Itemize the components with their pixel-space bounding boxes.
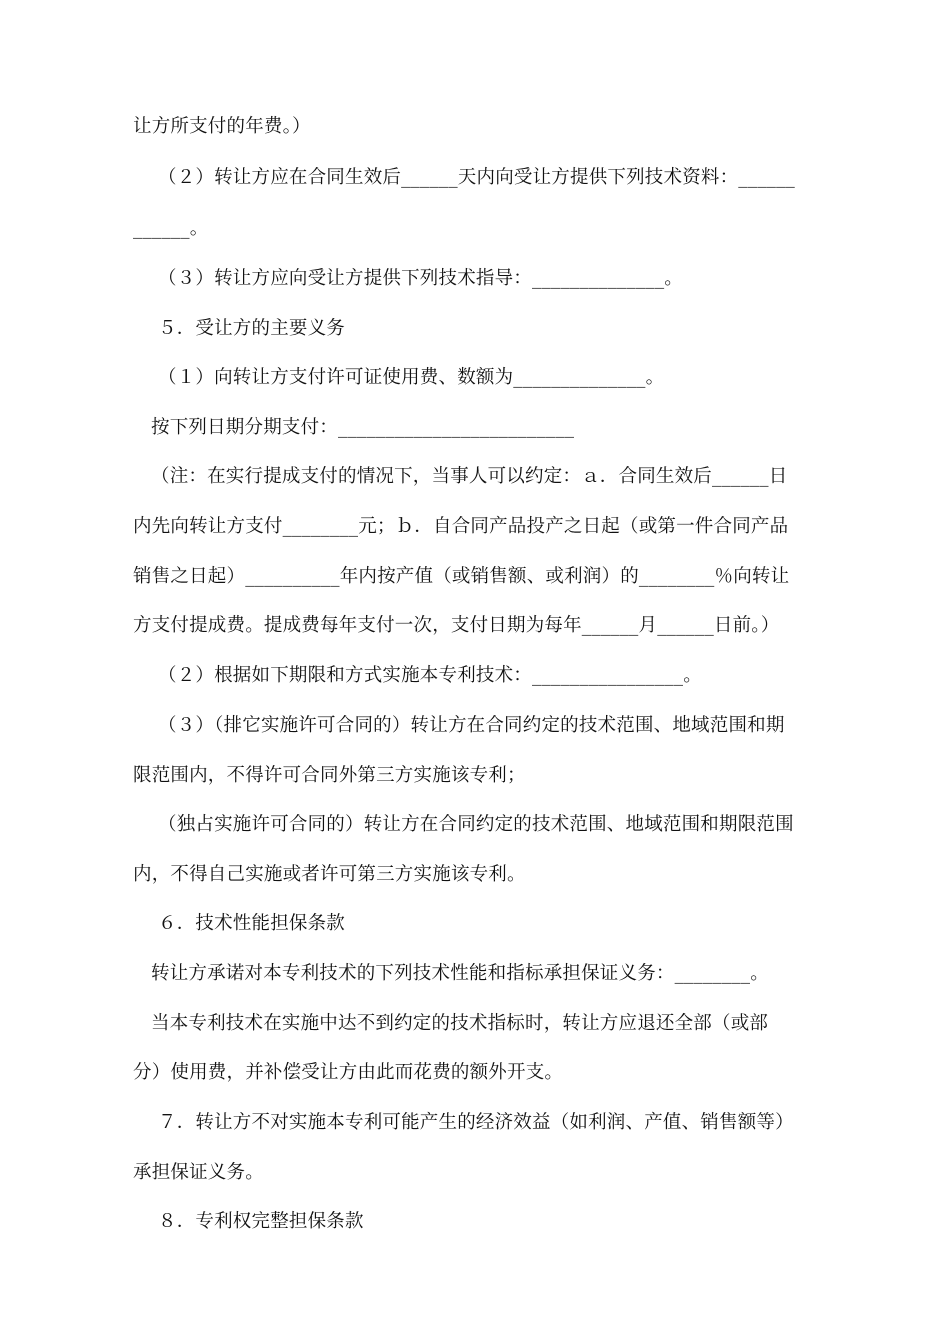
text-line: 分）使用费，并补偿受让方由此而花费的额外开支。 — [133, 1062, 564, 1083]
text-line: ６．技术性能担保条款 — [158, 913, 346, 934]
text-line: ５．受让方的主要义务 — [158, 318, 346, 339]
text-line: （注：在实行提成支付的情况下，当事人可以约定：ａ．合同生效后______日 — [151, 466, 788, 487]
text-line: （３）（排它实施许可合同的）转让方在合同约定的技术范围、地域范围和期 — [158, 715, 785, 736]
text-line: （２）根据如下期限和方式实施本专利技术：________________。 — [158, 665, 702, 686]
text-line: ７．转让方不对实施本专利可能产生的经济效益（如利润、产值、销售额等） — [158, 1112, 794, 1133]
text-line: 转让方承诺对本专利技术的下列技术性能和指标承担保证义务：________。 — [151, 963, 769, 984]
text-line: 承担保证义务。 — [133, 1162, 264, 1183]
text-line: （２）转让方应在合同生效后______天内向受让方提供下列技术资料：______ — [158, 167, 796, 188]
text-line: 当本专利技术在实施中达不到约定的技术指标时，转让方应退还全部（或部 — [151, 1013, 769, 1034]
text-line: 内先向转让方支付________元；ｂ．自合同产品投产之日起（或第一件合同产品 — [133, 516, 789, 537]
text-line: 按下列日期分期支付：_________________________ — [151, 417, 575, 438]
text-line: ______。 — [133, 218, 209, 239]
text-line: 销售之日起）__________年内按产值（或销售额、或利润）的________％向转让 — [133, 566, 790, 587]
text-line: 限范围内，不得许可合同外第三方实施该专利； — [133, 765, 526, 786]
text-line: 内，不得自己实施或者许可第三方实施该专利。 — [133, 864, 526, 885]
text-line: （１）向转让方支付许可证使用费、数额为______________。 — [158, 367, 665, 388]
text-line: （３）转让方应向受让方提供下列技术指导：______________。 — [158, 268, 684, 289]
text-line: （独占实施许可合同的）转让方在合同约定的技术范围、地域范围和期限范围 — [158, 814, 794, 835]
text-line: ８．专利权完整担保条款 — [158, 1211, 364, 1232]
text-line: 让方所支付的年费。） — [133, 116, 311, 137]
text-line: 方支付提成费。提成费每年支付一次，支付日期为每年______月______日前。） — [133, 615, 780, 636]
